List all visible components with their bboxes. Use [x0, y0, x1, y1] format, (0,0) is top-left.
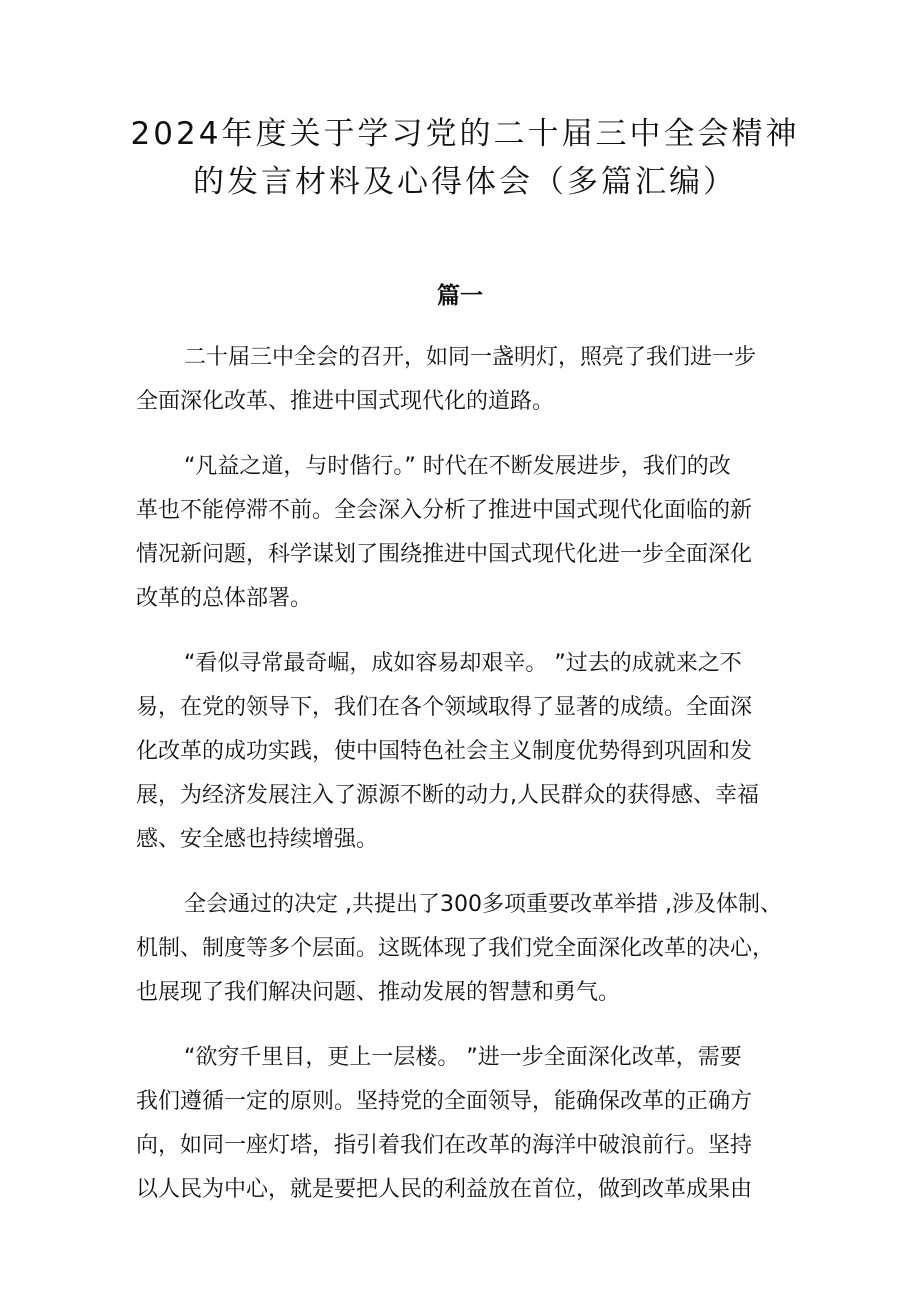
paragraph-line: 也展现了我们解决问题、推动发展的智慧和勇气。	[136, 980, 621, 1005]
section-heading: 篇一	[437, 283, 483, 309]
paragraph-line: 向，如同一座灯塔，指引着我们在改革的海洋中破浪前行。坚持	[136, 1133, 753, 1158]
paragraph-line: 机制、制度等多个层面。这既体现了我们党全面深化改革的决心，	[136, 936, 775, 961]
paragraph-line: “凡益之道，与时偕行。” 时代在不断发展进步，我们的改	[184, 454, 731, 479]
paragraph-line: 展，为经济发展注入了源源不断的动力,人民群众的获得感、幸福	[136, 783, 759, 808]
paragraph-line: 革也不能停滞不前。全会深入分析了推进中国式现代化面临的新	[136, 498, 753, 523]
paragraph-line: 二十届三中全会的召开，如同一盏明灯，照亮了我们进一步	[184, 345, 757, 370]
paragraph-line: “欲穷千里目，更上一层楼。 ”进一步全面深化改革，需要	[184, 1045, 742, 1070]
paragraph	[136, 883, 792, 1015]
paragraph-line: 感、安全感也持续增强。	[136, 827, 379, 852]
paragraph-line: 全会通过的决定 ,共提出了300多项重要改革举措 ,涉及体制、	[184, 892, 782, 917]
paragraph-line: 改革的总体部署。	[136, 586, 313, 611]
paragraph	[136, 642, 792, 862]
paragraph-line: 我们遵循一定的原则。坚持党的全面领导，能确保改革的正确方	[136, 1089, 753, 1114]
paragraph	[136, 445, 792, 621]
document-title-line: 的发言材料及心得体会（多篇汇编）	[193, 164, 737, 200]
paragraph-line: “看似寻常最奇崛，成如容易却艰辛。 ”过去的成就来之不	[184, 651, 742, 676]
paragraph-line: 全面深化改革、推进中国式现代化的道路。	[136, 389, 555, 414]
paragraph-line: 以人民为中心，就是要把人民的利益放在首位，做到改革成果由	[136, 1177, 753, 1202]
paragraph	[136, 1036, 792, 1212]
document-body	[136, 336, 792, 1233]
document-title-line: 2024年度关于学习党的二十届三中全会精神	[130, 116, 800, 152]
paragraph-line: 化改革的成功实践，使中国特色社会主义制度优势得到巩固和发	[136, 739, 753, 764]
paragraph	[136, 336, 792, 424]
paragraph-line: 易，在党的领导下，我们在各个领域取得了显著的成绩。全面深	[136, 695, 753, 720]
document-title	[120, 110, 810, 206]
paragraph-line: 情况新问题，科学谋划了围绕推进中国式现代化进一步全面深化	[136, 542, 753, 567]
